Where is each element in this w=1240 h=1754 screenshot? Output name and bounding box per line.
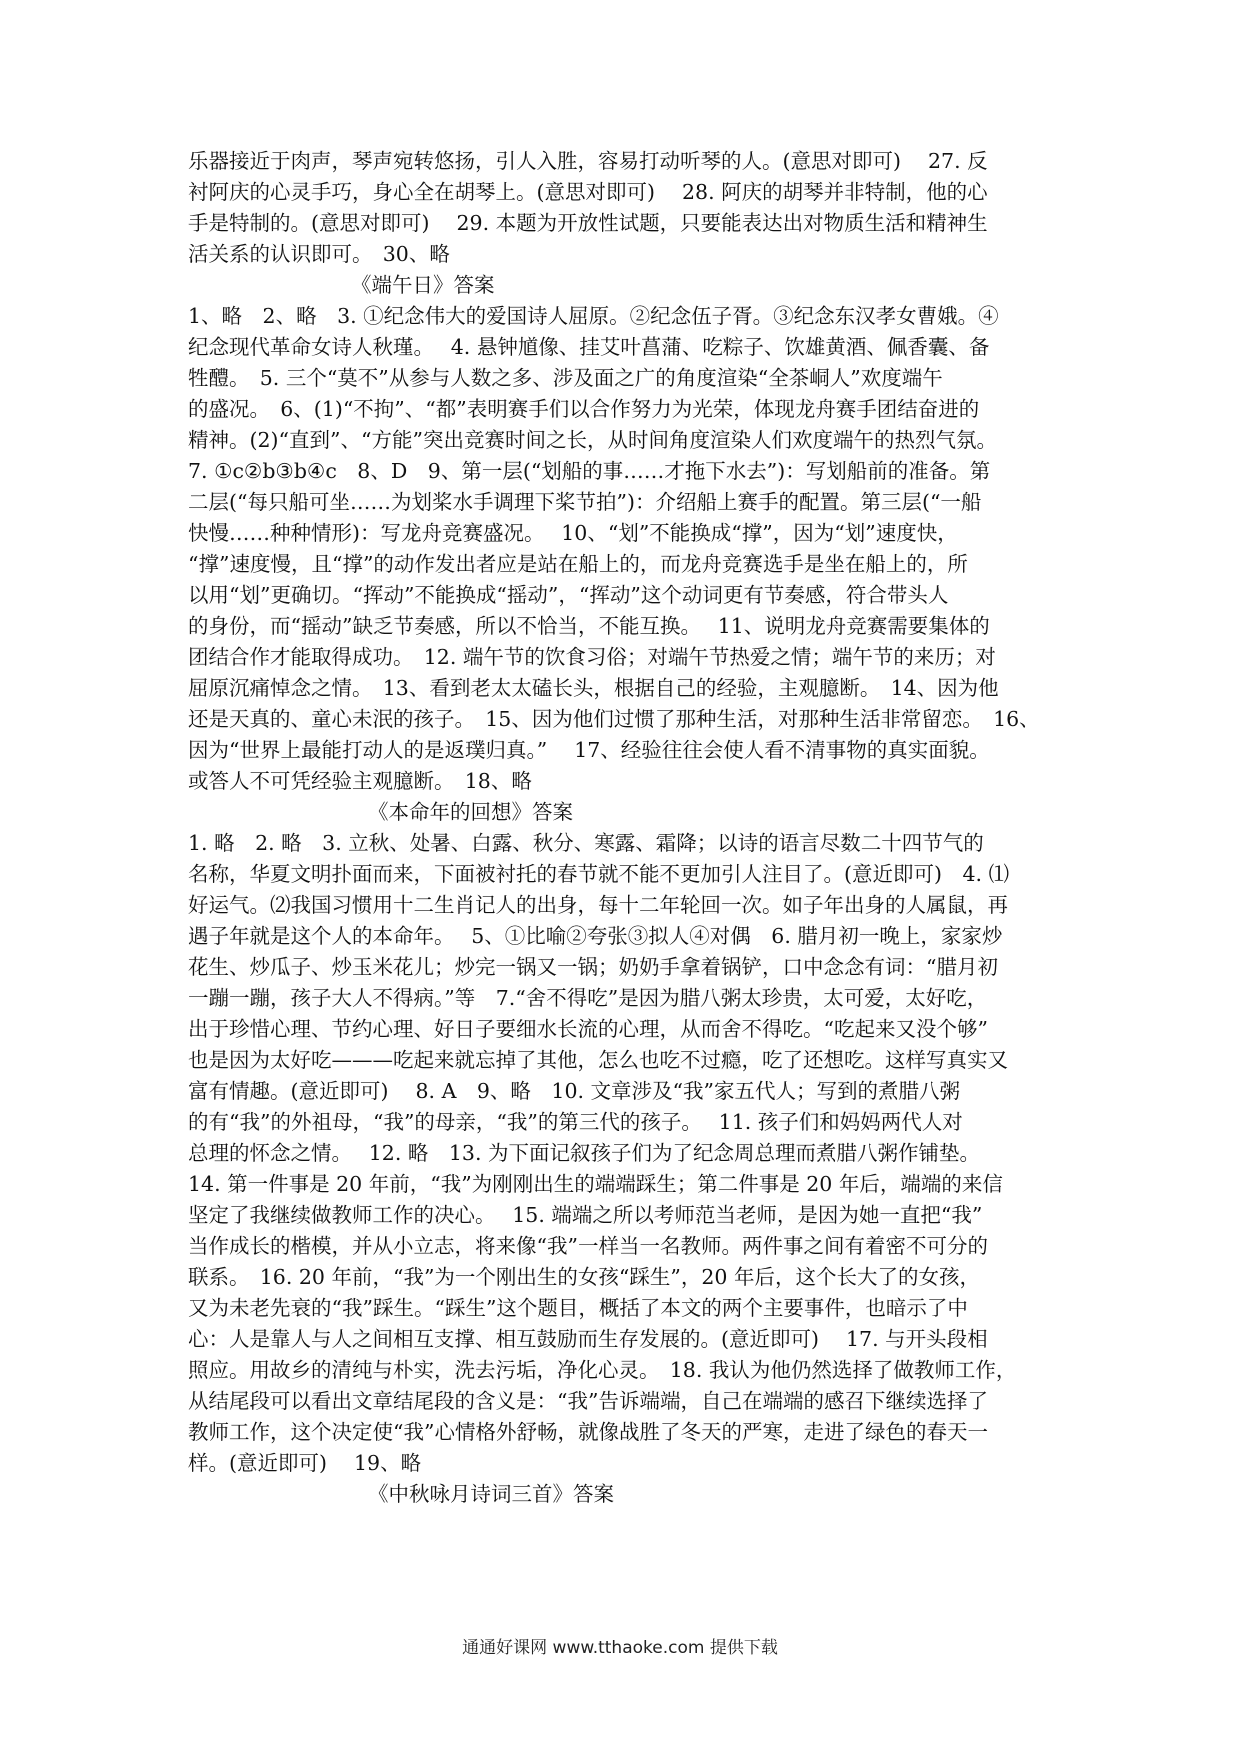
text-line: 活关系的认识即可。 30、略 [188,242,450,266]
text-line: 手是特制的。(意思对即可) 29. 本题为开放性试题，只要能表达出对物质生活和精神生 [188,211,988,235]
text-line: 精神。(2)“直到”、“方能”突出竞赛时间之长，从时间角度渲染人们欢度端午的热烈气氛。 [188,428,997,452]
text-line: 一蹦一蹦，孩子大人不得病。”等 7.“舍不得吃”是因为腊八粥太珍贵，太可爱，太好吃， [188,986,988,1010]
text-line: 当作成长的楷模，并从小立志，将来像“我”一样当一名教师。两件事之间有着密不可分的 [188,1234,988,1258]
text-line: 花生、炒瓜子、炒玉米花儿；炒完一锅又一锅；奶奶手拿着锅铲，口中念念有词：“腊月初 [188,955,998,979]
text-line: 1. 略 2. 略 3. 立秋、处暑、白露、秋分、寒露、霜降；以诗的语言尽数二十四节气的 [188,831,984,855]
text-line: 以用“划”更确切。“挥动”不能换成“摇动”，“挥动”这个动词更有节奏感，符合带头人 [188,583,949,607]
answer-document [188,146,1058,1510]
text-line: 纪念现代革命女诗人秋瑾。 4. 悬钟馗像、挂艾叶菖蒲、吃粽子、饮雄黄酒、佩香囊、备 [188,335,990,359]
text-line: 样。(意近即可) 19、略 [188,1451,422,1475]
section-title-benmingnian: 《本命年的回想》答案 [368,800,573,824]
text-line: 照应。用故乡的清纯与朴实，洗去污垢，净化心灵。 18. 我认为他仍然选择了做教师工作， [188,1358,1017,1382]
text-line: “撑”速度慢，且“撑”的动作发出者应是站在船上的，而龙舟竞赛选手是坐在船上的，所 [188,552,968,576]
text-line: 牲醴。 5. 三个“莫不”从参与人数之多、涉及面之广的角度渲染“全茶峒人”欢度端午 [188,366,943,390]
text-line: 的盛况。 6、(1)“不拘”、“都”表明赛手们以合作努力为光荣，体现龙舟赛手团结奋进的 [188,397,980,421]
text-line: 衬阿庆的心灵手巧，身心全在胡琴上。(意思对即可) 28. 阿庆的胡琴并非特制，他的心 [188,180,988,204]
page-footer: 通通好课网 www.tthaoke.com 提供下载 [462,1638,778,1658]
text-line: 14. 第一件事是 20 年前，“我”为刚刚出生的端端踩生；第二件事是 20 年后，端端的来信 [188,1172,1003,1196]
text-line: 好运气。⑵我国习惯用十二生肖记人的出身，每十二年轮回一次。如子年出身的人属鼠，再 [188,893,1008,917]
text-line: 7. ①c②b③b④c 8、D 9、第一层(“划船的事……才拖下水去”)：写划船前的准备。第 [188,459,991,483]
text-line: 心：人是靠人与人之间相互支撑、相互鼓励而生存发展的。(意近即可) 17. 与开头段相 [188,1327,988,1351]
text-line: 又为未老先衰的“我”踩生。“踩生”这个题目，概括了本文的两个主要事件，也暗示了中 [188,1296,968,1320]
text-line: 总理的怀念之情。 12. 略 13. 为下面记叙孩子们为了纪念周总理而煮腊八粥作铺垫。 [188,1141,981,1165]
text-line: 因为“世界上最能打动人的是返璞归真。” 17、经验往往会使人看不清事物的真实面貌。 [188,738,990,762]
answers-duanwu [188,301,1058,797]
text-line: 团结合作才能取得成功。 12. 端午节的饮食习俗；对端午节热爱之情；端午节的来历；对 [188,645,996,669]
text-line: 遇子年就是这个人的本命年。 5、①比喻②夸张③拟人④对偶 6. 腊月初一晚上，家家炒 [188,924,1003,948]
text-line: 出于珍惜心理、节约心理、好日子要细水长流的心理，从而舍不得吃。“吃起来又没个够” [188,1017,988,1041]
text-line: 名称，华夏文明扑面而来，下面被衬托的春节就不能不更加引人注目了。(意近即可) 4. ⑴ [188,862,1010,886]
text-line: 联系。 16. 20 年前，“我”为一个刚出生的女孩“踩生”，20 年后，这个长大了的女孩， [188,1265,980,1289]
text-line: 的有“我”的外祖母，“我”的母亲，“我”的第三代的孩子。 11. 孩子们和妈妈两代人对 [188,1110,963,1134]
text-line: 快慢……种种情形)：写龙舟竞赛盛况。 10、“划”不能换成“撑”，因为“划”速度快， [188,521,958,545]
answers-previous-section [188,146,1058,270]
text-line: 也是因为太好吃———吃起来就忘掉了其他，怎么也吃不过瘾，吃了还想吃。这样写真实又 [188,1048,1008,1072]
text-line: 富有情趣。(意近即可) 8. A 9、略 10. 文章涉及“我”家五代人；写到的煮腊八粥 [188,1079,961,1103]
text-line: 还是天真的、童心未泯的孩子。 15、因为他们过惯了那种生活，对那种生活非常留恋。 16、 [188,707,1040,731]
answers-benmingnian [188,828,1058,1479]
text-line: 乐器接近于肉声，琴声宛转悠扬，引人入胜，容易打动听琴的人。(意思对即可) 27. 反 [188,149,988,173]
text-line: 坚定了我继续做教师工作的决心。 15. 端端之所以考师范当老师，是因为她一直把“我” [188,1203,983,1227]
section-title-duanwu: 《端午日》答案 [351,273,495,297]
text-line: 从结尾段可以看出文章结尾段的含义是：“我”告诉端端，自己在端端的感召下继续选择了 [188,1389,988,1413]
text-line: 教师工作，这个决定使“我”心情格外舒畅，就像战胜了冬天的严寒，走进了绿色的春天一 [188,1420,988,1444]
text-line: 1、略 2、略 3. ①纪念伟大的爱国诗人屈原。②纪念伍子胥。③纪念东汉孝女曹娥。④ [188,304,999,328]
text-line: 二层(“每只船可坐……为划桨水手调理下桨节拍”)：介绍船上赛手的配置。第三层(“一船 [188,490,982,514]
text-line: 屈原沉痛悼念之情。 13、看到老太太磕长头，根据自己的经验，主观臆断。 14、因为他 [188,676,999,700]
section-title-zhongqiu: 《中秋咏月诗词三首》答案 [368,1482,614,1506]
text-line: 或答人不可凭经验主观臆断。 18、略 [188,769,532,793]
text-line: 的身份，而“摇动”缺乏节奏感，所以不恰当，不能互换。 11、说明龙舟竞赛需要集体的 [188,614,990,638]
